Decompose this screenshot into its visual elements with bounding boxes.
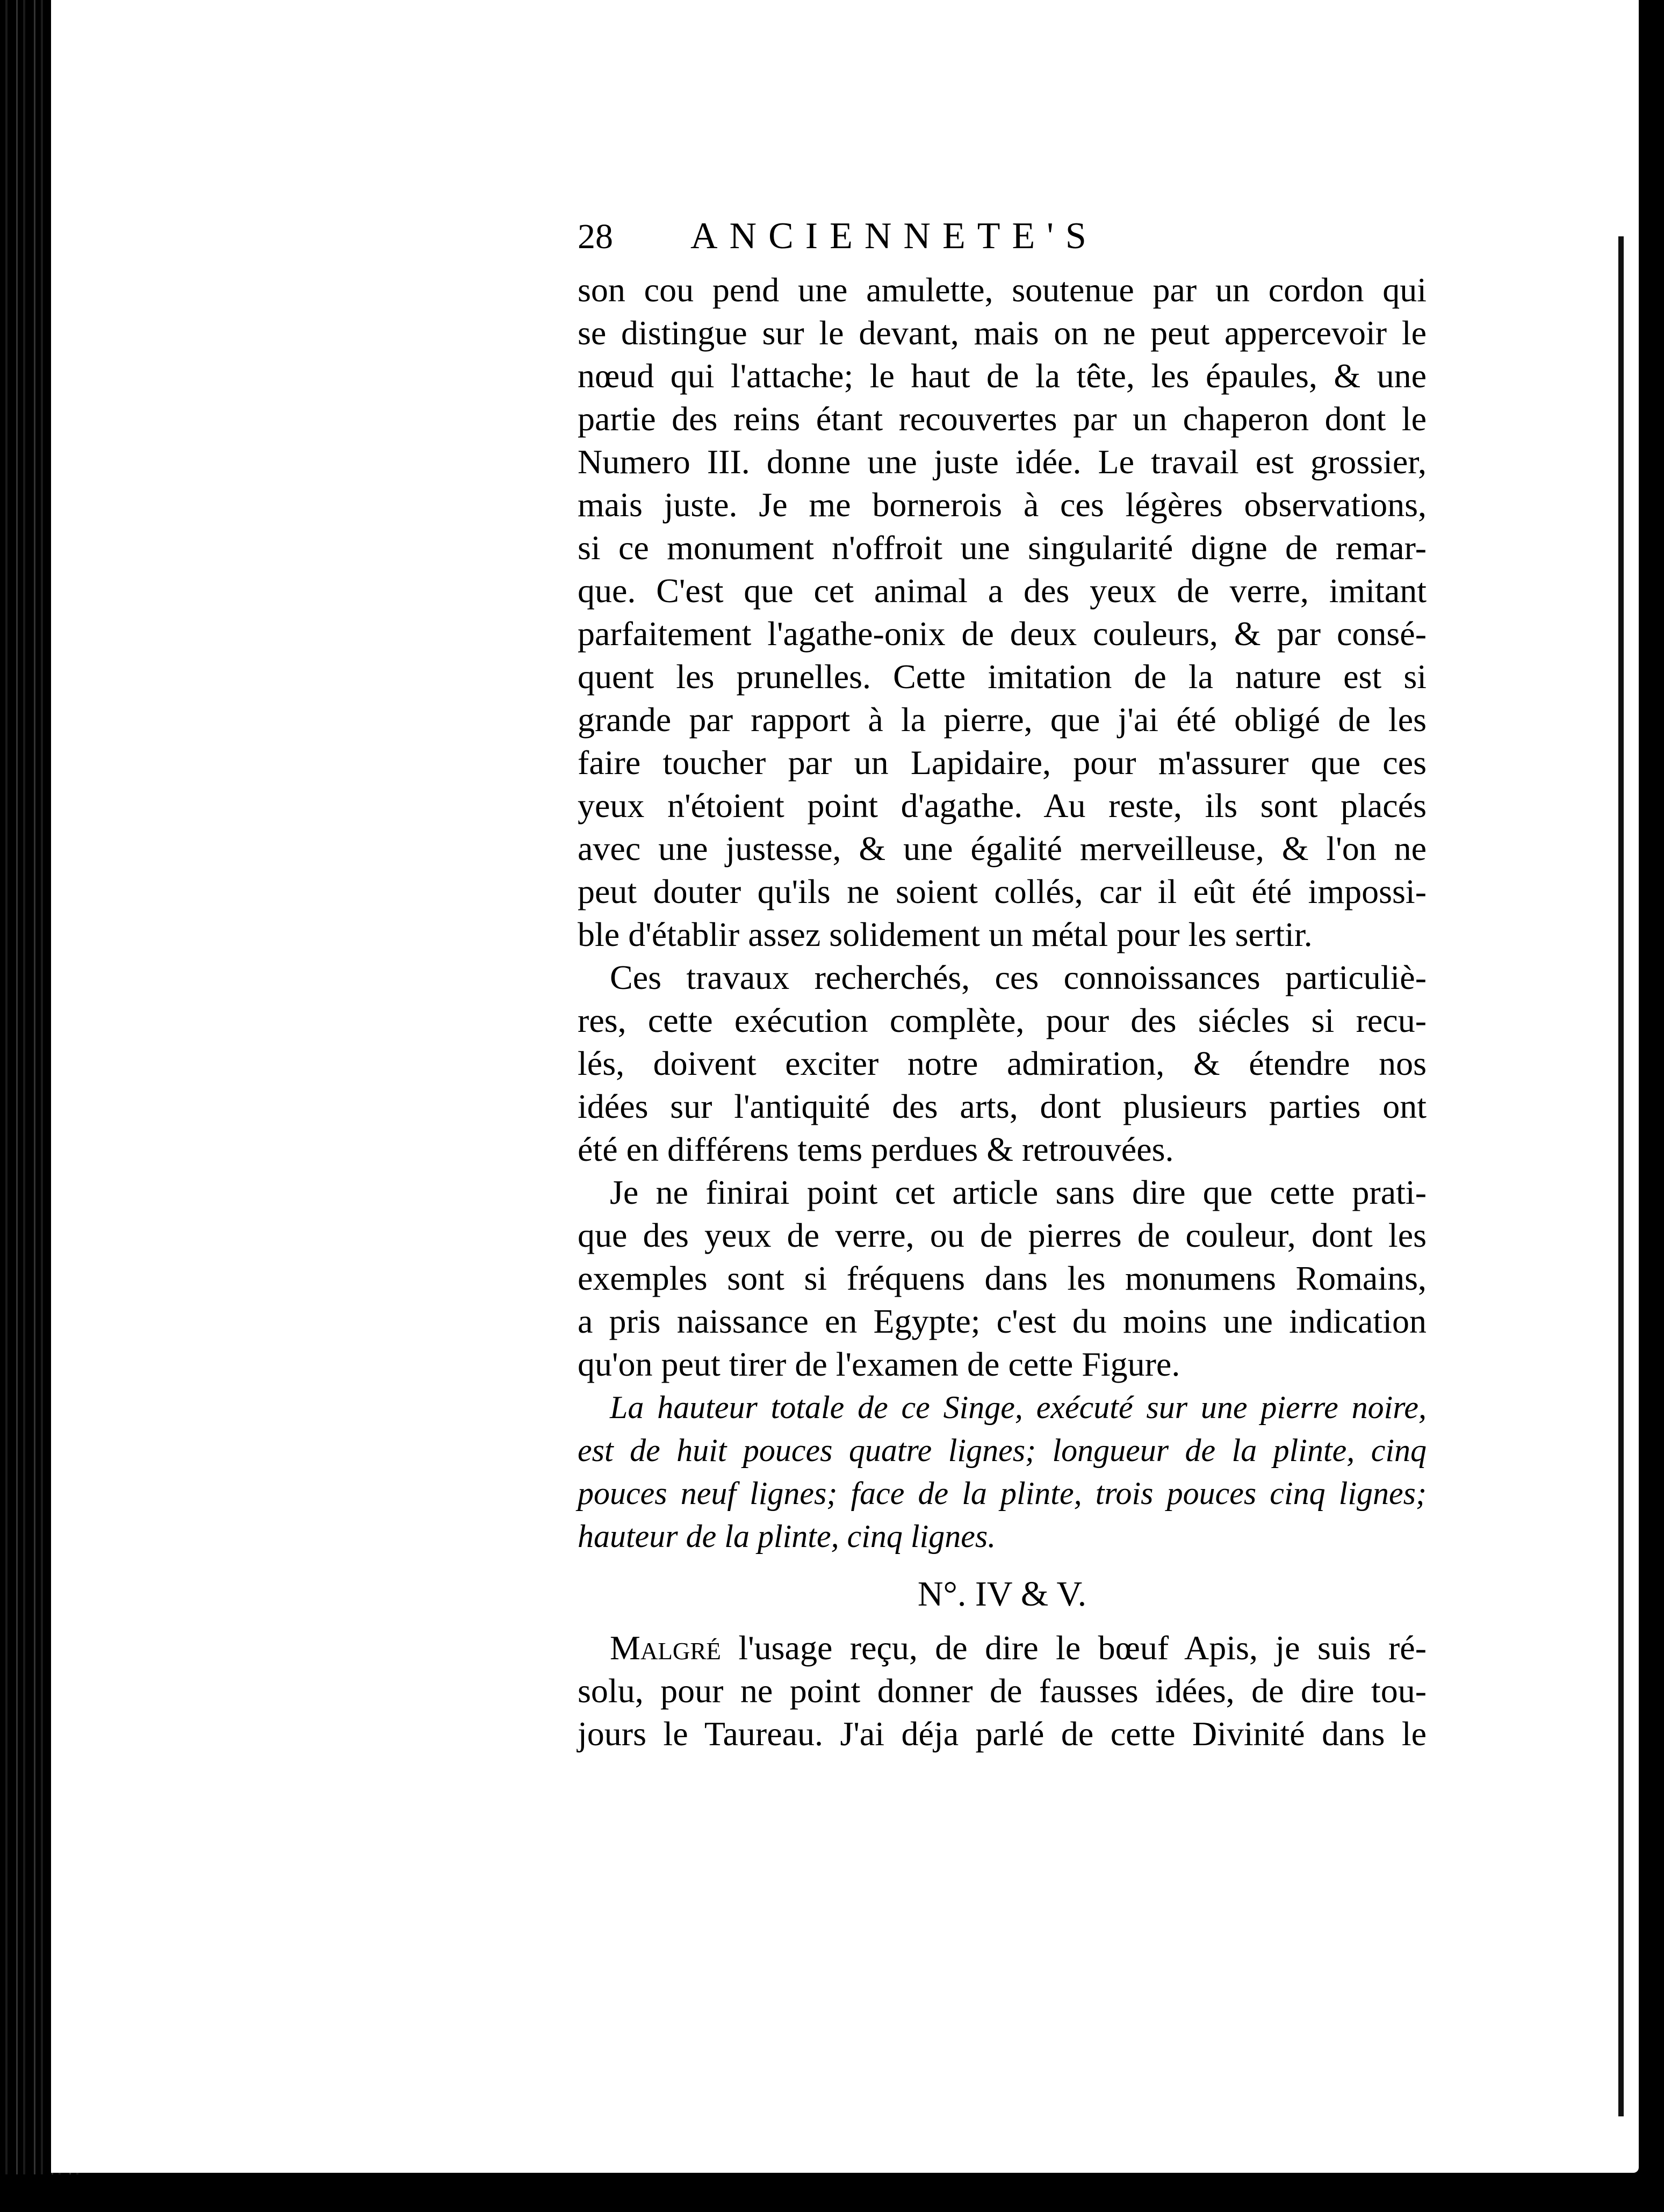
section-heading: N°. IV & V. [917,1574,1087,1614]
text-line: jours le Taureau. J'ai déja parlé de cette Divinité dans le [578,1715,1427,1753]
text-line: qu'on peut tirer de l'examen de cette Figure. [578,1345,1180,1383]
text-line: que. C'est que cet animal a des yeux de verre, imitant [578,572,1427,610]
scan-border-bottom [0,2174,1664,2212]
text-line [578,1627,1427,1669]
running-title: ANCIENNETE'S [690,215,1098,257]
text-line: exemples sont si fréquens dans les monumens Romains, [578,1259,1427,1297]
text-line: lés, doivent exciter notre admiration, & étendre nos [578,1044,1427,1082]
paragraph-1 [578,269,1427,956]
text-line: hauteur de la plinte, cinq lignes. [578,1519,996,1554]
text-line: idées sur l'antiquité des arts, dont plusieurs parties ont [578,1087,1427,1125]
paragraph-4 [578,1627,1427,1755]
page-edge-shadow [1618,236,1624,2116]
text-line: se distingue sur le devant, mais on ne peut appercevoir le [578,314,1427,352]
lead-word: Malgré [610,1629,721,1667]
text-line: La hauteur totale de ce Singe, exécuté sur une pierre noire, [610,1390,1427,1425]
page-text [578,215,1427,1755]
text-line: mais juste. Je me bornerois à ces légères observations, [578,486,1427,524]
text-line: si ce monument n'offroit une singularité digne de remar- [578,529,1427,567]
text-line: est de huit pouces quatre lignes; longueur de la plinte, cinq [578,1433,1427,1468]
measurements-note [578,1386,1427,1558]
text-line: quent les prunelles. Cette imitation de la nature est si [578,657,1427,696]
text-line: Numero III. donne une juste idée. Le travail est grossier, [578,443,1427,481]
text-line: Ces travaux recherchés, ces connoissances particuliè- [610,958,1427,996]
text-line: faire toucher par un Lapidaire, pour m'assurer que ces [578,743,1427,782]
text-line: parfaitement l'agathe-onix de deux couleurs, & par consé- [578,615,1427,653]
line-rest: l'usage reçu, de dire le bœuf Apis, je suis ré- [721,1629,1427,1667]
text-line: Je ne finirai point cet article sans dire que cette prati- [610,1173,1427,1211]
running-head [578,215,1427,269]
paragraph-3 [578,1171,1427,1386]
text-line: avec une justesse, & une égalité merveilleuse, & l'on ne [578,829,1427,868]
text-line: res, cette exécution complète, pour des siécles si recu- [578,1001,1427,1039]
text-line: ble d'établir assez solidement un métal pour les sertir. [578,915,1313,953]
text-line: solu, pour ne point donner de fausses idées, de dire tou- [578,1672,1427,1710]
text-line: été en différens tems perdues & retrouvées. [578,1130,1174,1168]
text-line: peut douter qu'ils ne soient collés, car il eût été impossi- [578,872,1427,910]
text-line: yeux n'étoient point d'agathe. Au reste, ils sont placés [578,786,1427,825]
text-line: partie des reins étant recouvertes par un chaperon dont le [578,400,1427,438]
text-line: que des yeux de verre, ou de pierres de couleur, dont les [578,1216,1427,1254]
text-line: grande par rapport à la pierre, que j'ai été obligé de les [578,700,1427,739]
text-line: nœud qui l'attache; le haut de la tête, les épaules, & une [578,357,1427,395]
text-line: son cou pend une amulette, soutenue par un cordon qui [578,271,1427,309]
text-line: pouces neuf lignes; face de la plinte, trois pouces cinq lignes; [578,1476,1427,1511]
paragraph-2 [578,956,1427,1171]
text-line: a pris naissance en Egypte; c'est du moins une indication [578,1302,1427,1340]
page-number: 28 [578,217,613,256]
